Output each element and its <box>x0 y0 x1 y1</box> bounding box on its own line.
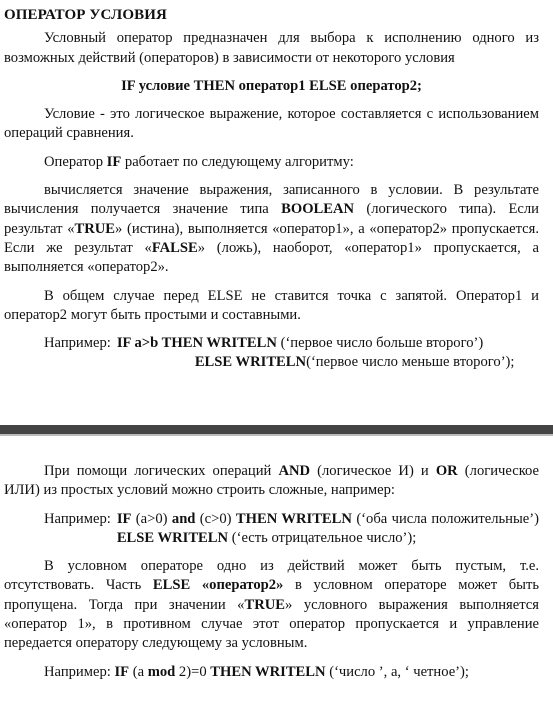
else-note: В общем случае перед ELSE не ставится точка с запятой. Оператор1 и оператор2 могут быть простыми и составными. <box>4 287 539 323</box>
p1-text-b: (логическое И) и <box>310 463 436 479</box>
example-line-1 <box>117 334 539 353</box>
example-line2-keyword: ELSE WRITELN <box>194 354 307 371</box>
algorithm-intro <box>4 153 539 172</box>
algo-text-1: вычисляется значение выражения, записанного в условии. В результате вычисления получается значение типа <box>4 182 539 218</box>
p2-text-a: В условном операторе одно из действий может быть пустым, т.е. отсутствовать. Часть <box>4 558 539 594</box>
ex3-c: (‘число ’, a, ‘ четное’); <box>325 663 469 680</box>
example3-line <box>44 663 539 682</box>
example3-label: Например: <box>44 663 115 680</box>
ex3-then: THEN WRITELN <box>210 663 326 680</box>
page-divider-shadow <box>0 434 553 436</box>
example-line-2 <box>117 353 539 372</box>
ex2-else: ELSE WRITELN <box>116 529 229 546</box>
algo-text-4: » (ложь), наоборот, «оператор1» пропускается, а выполняется «оператор2». <box>4 239 539 276</box>
example-and <box>44 510 539 549</box>
example-code <box>117 334 539 373</box>
logical-ops-paragraph <box>4 462 539 501</box>
ex2-and: and <box>171 510 196 527</box>
example-label: Например: <box>44 335 111 352</box>
algo-text-2: (логического типа). Если результат « <box>4 201 539 237</box>
ex3-if: IF <box>114 663 130 680</box>
p1-and: AND <box>278 463 311 479</box>
p1-text-a: При помощи логических операций <box>44 463 279 479</box>
example-line2-rest: (‘первое число меньше второго’); <box>306 354 515 371</box>
algorithm-description <box>4 181 539 277</box>
ex2-then: THEN WRITELN <box>235 510 352 527</box>
condition-definition: Условие - это логическое выражение, которое составляется с использованием операций сравнения. <box>4 106 539 142</box>
ex3-b: 2)=0 <box>175 663 211 680</box>
p2-text-b: в условном операторе может быть пропущена. Тогда при значении « <box>4 577 540 613</box>
ex2-d: (‘есть отрицательное число’); <box>228 529 417 546</box>
example-line1-keyword: IF a>b THEN WRITELN <box>116 335 277 352</box>
example-if-else <box>44 334 539 373</box>
ex3-mod: mod <box>147 663 176 680</box>
ex2-c: (‘оба числа положительные’) <box>351 510 539 527</box>
p2-else: ELSE «оператор2» <box>152 577 284 594</box>
p2-true: TRUE <box>244 596 286 613</box>
ex2-a: (a>0) <box>131 510 172 527</box>
page-divider <box>0 425 553 434</box>
syntax-line: IF условие THEN оператор1 ELSE оператор2; <box>121 77 422 94</box>
section-operator-if <box>0 6 553 373</box>
example2-code <box>117 510 539 549</box>
intro-paragraph: Условный оператор предназначен для выбора к исполнению одного из возможных действий (операторов) в зависимости от некоторого условия <box>4 30 539 66</box>
ex2-if: IF <box>116 510 132 527</box>
algo-keyword: IF <box>106 153 122 170</box>
section-heading: ОПЕРАТОР УСЛОВИЯ <box>4 7 167 23</box>
algo-boolean: BOOLEAN <box>281 201 355 218</box>
empty-action-paragraph <box>4 557 539 653</box>
section-logical-ops <box>0 462 553 686</box>
p1-text-c: (логическое ИЛИ) из простых условий можно строить сложные, например: <box>4 463 540 499</box>
p2-text-c: » условного выражения выполняется «оператор 1», в противном случае этот оператор пропускается и управление передается оператору следующему за условным. <box>4 596 539 652</box>
algo-true: TRUE <box>74 220 116 237</box>
ex2-b: (c>0) <box>195 510 236 527</box>
example-line1-rest: (‘первое число больше второго’) <box>276 335 484 352</box>
p1-or: OR <box>435 463 458 479</box>
algo-text-3: » (истина), выполняется «оператор1», а «оператор2» пропускается. Если же результат « <box>4 220 539 256</box>
ex3-a: (a <box>129 663 148 680</box>
example2-label: Например: <box>44 510 111 527</box>
algo-prefix: Оператор <box>44 153 107 170</box>
example-mod <box>44 663 539 682</box>
algo-false: FALSE <box>151 239 198 256</box>
algo-suffix: работает по следующему алгоритму: <box>121 153 354 170</box>
